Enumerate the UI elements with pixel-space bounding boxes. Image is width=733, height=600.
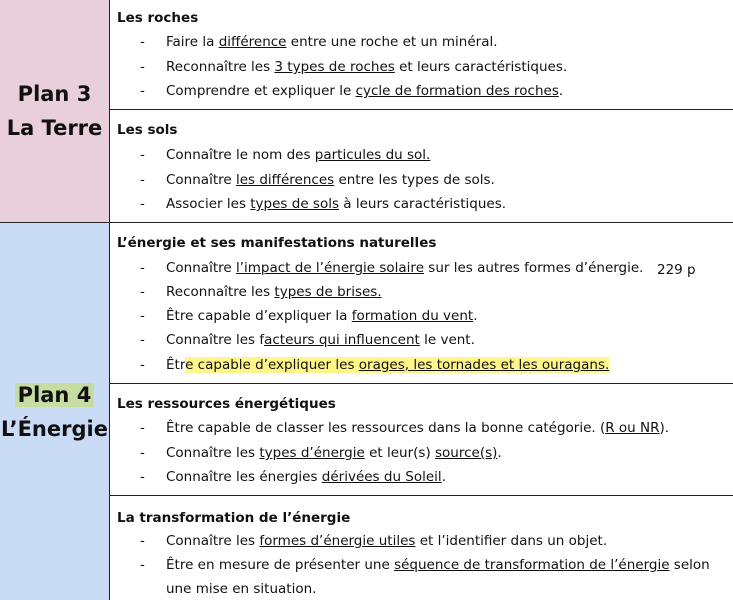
section-energie-manifestations: L’énergie et ses manifestations naturelles - Connaître l’impact de l’énergie solaire sur les autres formes d’énergie. 229 p - Reconnaître les types de brises. - Être capable d’expliquer la formation du vent. - Connaître les facteurs qui influencent le vent. - Être capable d’expliquer les orages, les tornades et les ouragans. — [110, 223, 733, 384]
section-roches: Les roches - Faire la différence entre une roche et un minéral. - Reconnaître les 3 types de roches et leurs caractéristiques. - Comprendre et expliquer le cycle de formation des roches. — [110, 0, 733, 110]
section-sols: Les sols - Connaître le nom des particules du sol. - Connaître les différences entre les types de sols. - Associer les types de sols à leurs caractéristiques. — [117, 122, 507, 212]
section-title: La transformation de l’énergie — [117, 510, 351, 526]
section-title: Les ressources énergétiques — [117, 396, 336, 412]
page-reference: 229 p — [657, 262, 696, 278]
plan4-title-line1: Plan 4 — [15, 383, 95, 407]
plan3-cell — [0, 0, 110, 222]
section-transformation: La transformation de l’énergie - Connaître les formes d’énergie utiles et l’identifier dans un objet. - Être en mesure de présenter une séquence de transformation de l’énergie selon une mise en situation. — [117, 510, 710, 597]
plan3-title-line2: La Terre — [6, 116, 103, 140]
section-title: L’énergie et ses manifestations naturelles — [117, 235, 437, 251]
section-ressources: Les ressources énergétiques - Être capable de classer les ressources dans la bonne catégorie. (R ou NR). - Connaître les types d’énergie et leur(s) source(s). - Connaître les énergies dérivées du Soleil. — [110, 384, 733, 496]
plan3-title-line1: Plan 3 — [17, 82, 92, 106]
section-title: Les roches — [117, 10, 199, 26]
plan4-cell — [0, 223, 110, 600]
plan4-title-line2: L’Énergie — [1, 416, 108, 441]
section-title: Les sols — [117, 122, 178, 138]
